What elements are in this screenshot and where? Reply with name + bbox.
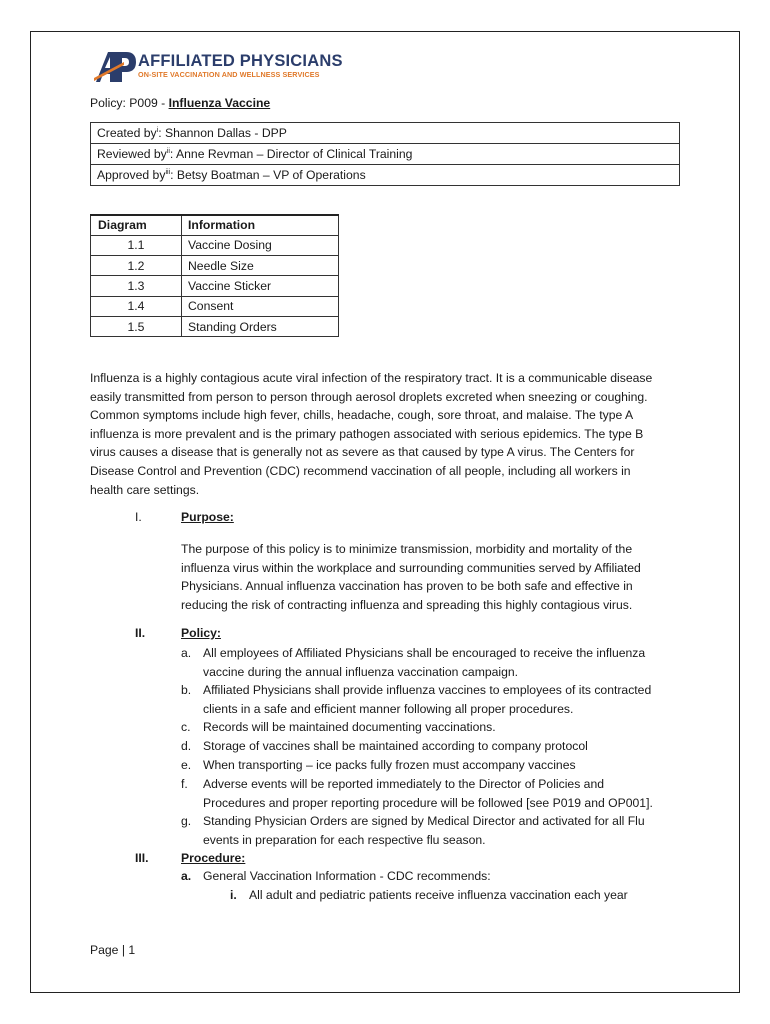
logo-tagline: ON-SITE VACCINATION AND WELLNESS SERVICES (138, 70, 320, 79)
diagram-table-header (91, 215, 339, 235)
header-information: Information (182, 215, 339, 235)
section-numeral-purpose: I. (135, 510, 142, 524)
policy-title (90, 94, 270, 113)
intro-paragraph: Influenza is a highly contagious acute viral infection of the respiratory tract. It is a communicable disease easily transmitted from person to person through aerosol droplets excreted when sneezing or coughing. Common symptoms include high fever, chills, headache, cough, sore throat, and malaise. The type A influenza is more prevalent and is the primary pathogen associated with serious epidemics. The type B virus causes a disease that is generally not as severe as that caused by type A virus. The Centers for Disease Control and Prevention (CDC) recommend vaccination of all people, including all workers in health care settings. (90, 371, 653, 497)
logo-company-name: AFFILIATED PHYSICIANS (138, 52, 343, 70)
authorship-table (90, 122, 680, 186)
table-row: 1.4 Consent (91, 296, 339, 316)
ap-monogram-icon (94, 48, 138, 84)
procedure-sub-i-text: All adult and pediatric patients receive influenza vaccination each year (249, 888, 628, 902)
procedure-sub-i-label: i. (230, 888, 237, 902)
table-row: 1.2 Needle Size (91, 256, 339, 276)
section-numeral-procedure: III. (135, 851, 149, 865)
reviewed-row: Reviewed $by^{ii}$: Anne Revman – Director of Clinical Training (91, 144, 680, 165)
section-heading-policy: Policy: (181, 626, 221, 640)
procedure-item-a-label: a. (181, 869, 192, 883)
company-logo (94, 48, 343, 84)
table-row: 1.5 Standing Orders (91, 316, 339, 336)
table-row: 1.3 Vaccine Sticker (91, 276, 339, 296)
created-row: Created $by^i$: Shannon Dallas - DPP (91, 123, 680, 144)
table-row: 1.1 Vaccine Dosing (91, 235, 339, 255)
procedure-item-a-text: General Vaccination Information - CDC recommends: (203, 869, 491, 883)
diagram-table (90, 214, 339, 337)
header-diagram: Diagram (91, 215, 182, 235)
policy-prefix: Policy: P009 - (90, 96, 169, 110)
purpose-text: The purpose of this policy is to minimize transmission, morbidity and mortality of the influenza virus within the workplace and surrounding communities served by Affiliated Physicians. Annual influenza vaccination has proven to be both safe and effective in reducing the risk of contracting influenza and spreading this highly contagious virus. (181, 542, 641, 612)
page-number: Page | 1 (90, 943, 136, 957)
section-heading-procedure: Procedure: (181, 851, 246, 865)
approved-row: Approved $by^{iii}$: Betsy Boatman – VP of Operations (91, 165, 680, 186)
section-numeral-policy: II. (135, 626, 146, 640)
section-heading-purpose: Purpose: (181, 510, 234, 524)
policy-name: Influenza Vaccine (168, 96, 271, 110)
